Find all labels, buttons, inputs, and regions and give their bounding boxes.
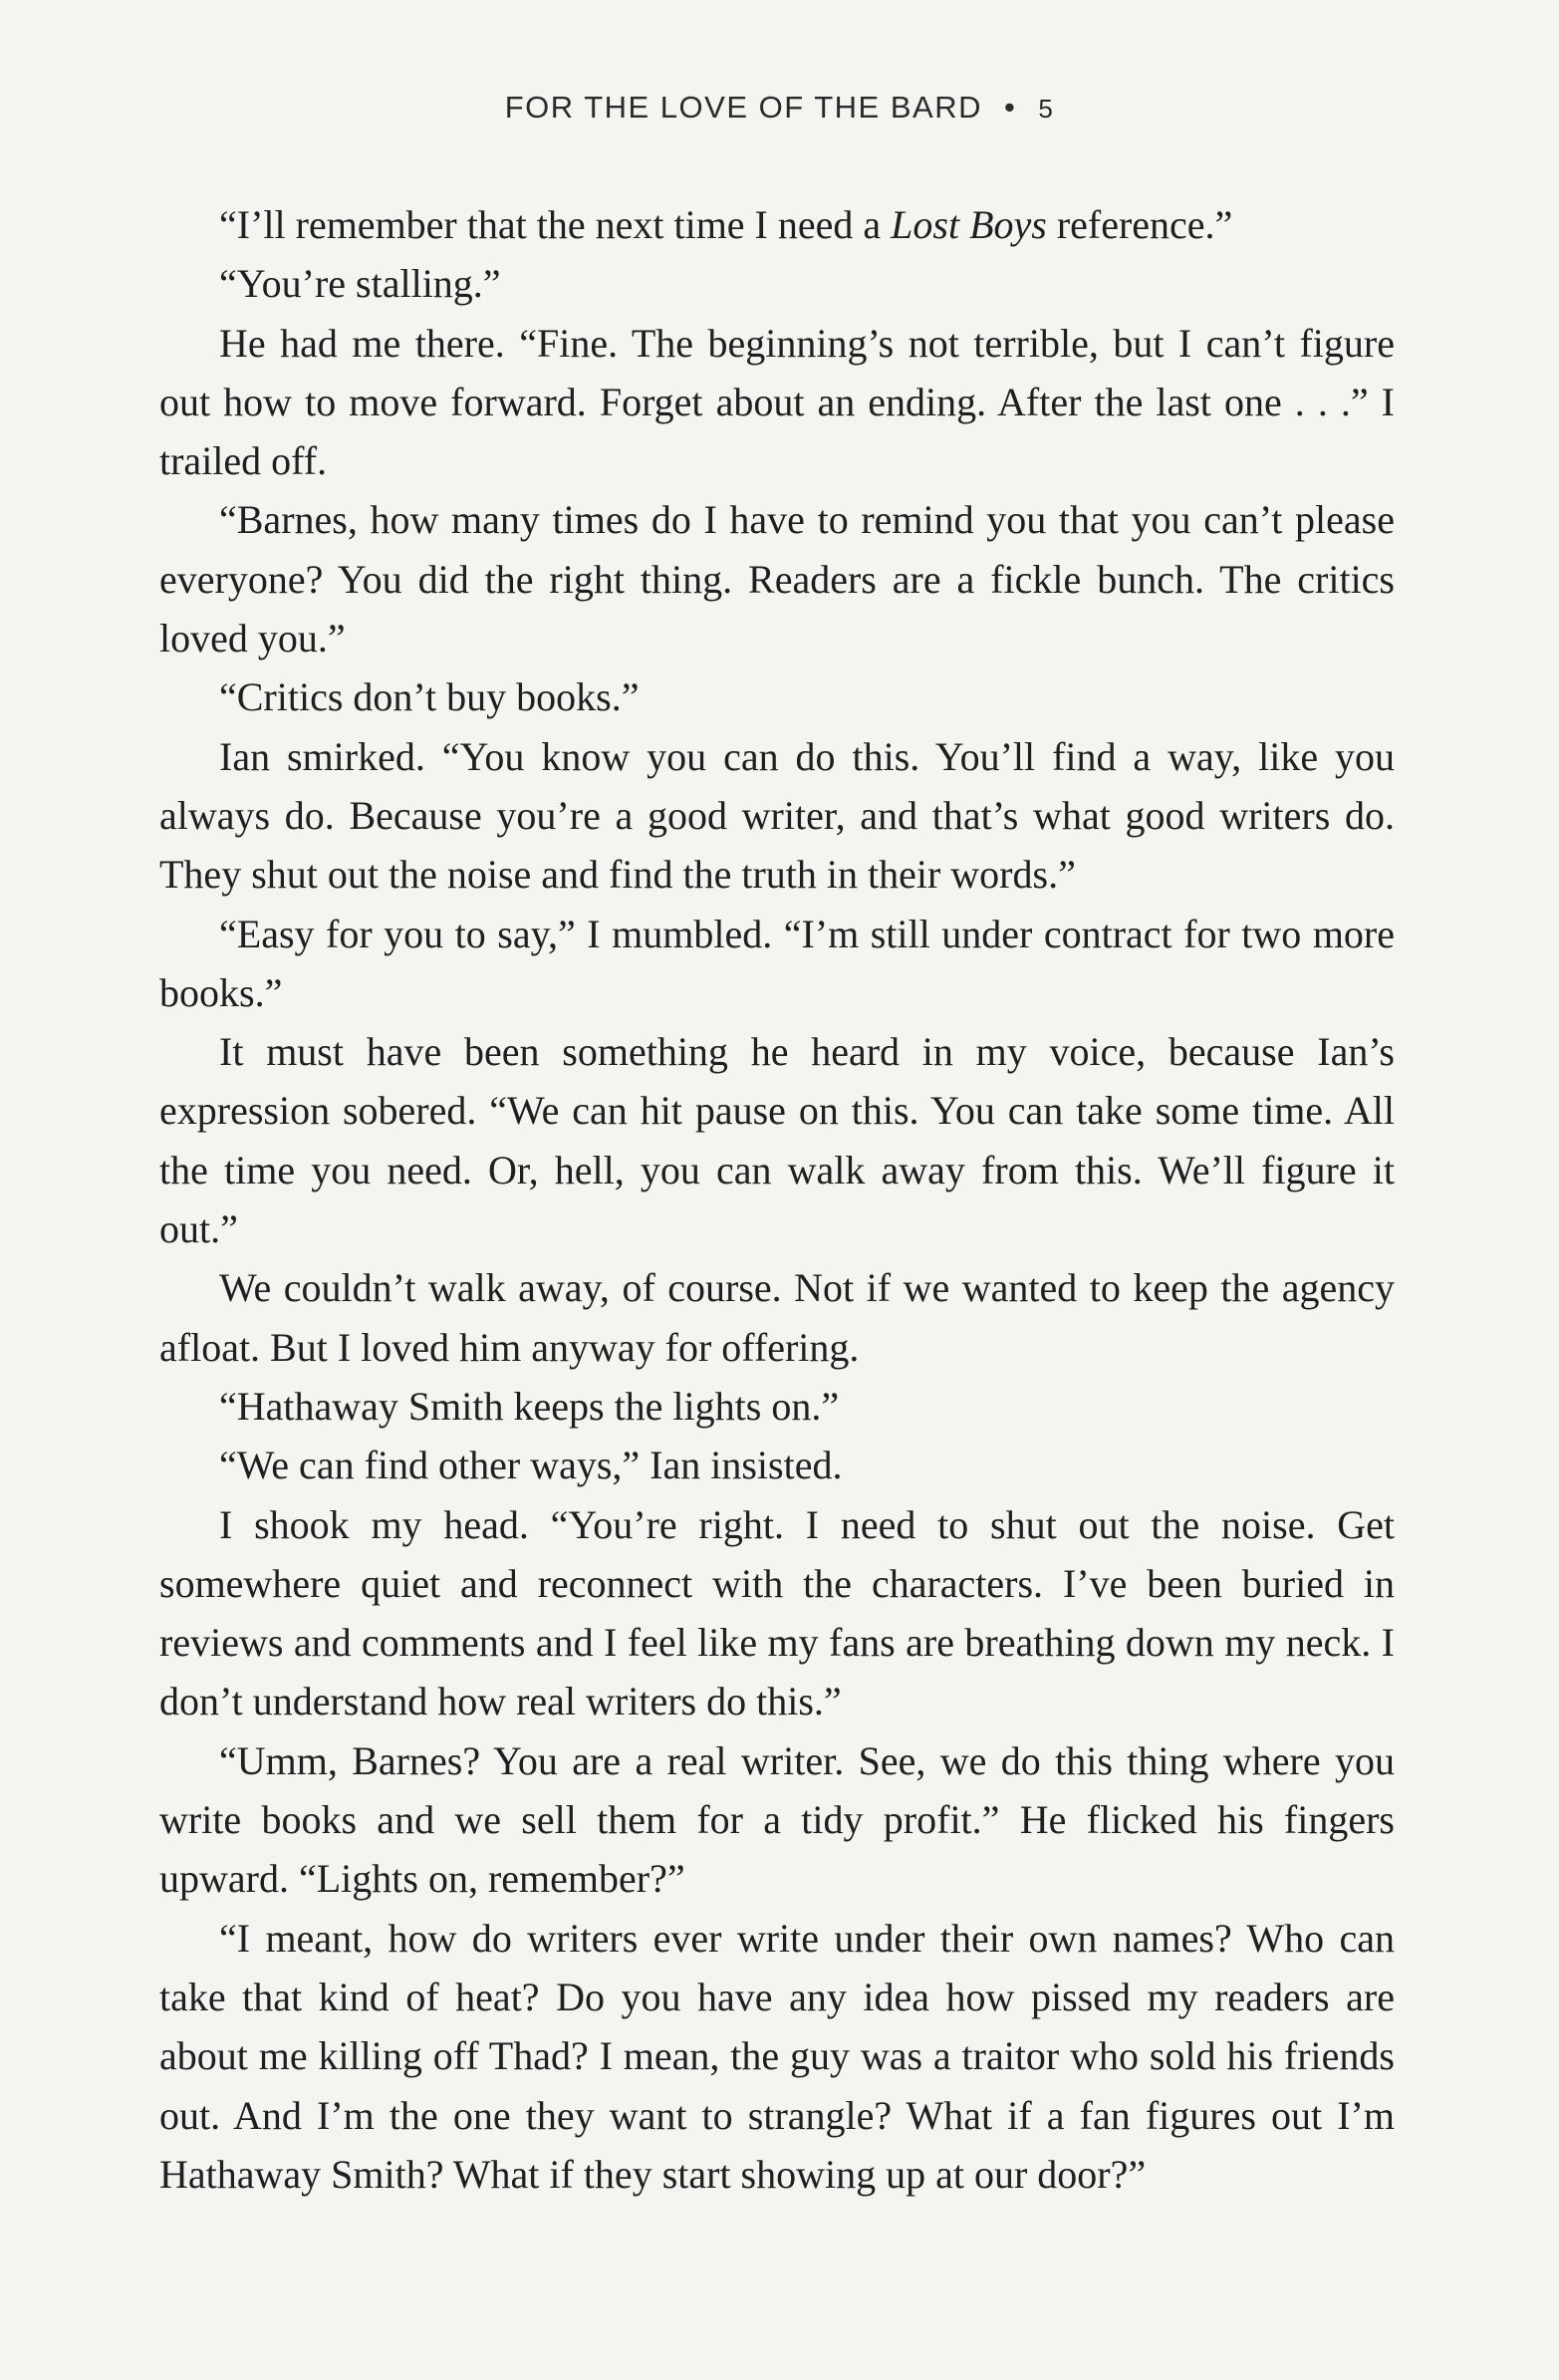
paragraph-4: “Barnes, how many times do I have to remind you that you can’t please everyone? You did the right thing. Readers are a fickle bunch. The critics loved you.” — [159, 497, 1395, 661]
running-head — [0, 90, 1559, 126]
page-number: 5 — [1038, 94, 1055, 124]
paragraph-10: “Hathaway Smith keeps the lights on.” — [219, 1383, 840, 1429]
paragraph-12: I shook my head. “You’re right. I need to shut out the noise. Get somewhere quiet and reconnect with the characters. I’ve been buried in reviews and comments and I feel like my fans are breathing down my neck. I don’t understand how real writers do this.” — [159, 1501, 1395, 1724]
paragraph-9: We couldn’t walk away, of course. Not if we wanted to keep the agency afloat. But I loved him anyway for offering. — [159, 1265, 1395, 1370]
body-text — [159, 195, 1395, 2204]
paragraph-6: Ian smirked. “You know you can do this. You’ll find a way, like you always do. Because you’re a good writer, and that’s what good writers do. They shut out the noise and find the truth in their words.” — [159, 733, 1395, 898]
paragraph-11: “We can find other ways,” Ian insisted. — [219, 1443, 843, 1488]
paragraph-8: It must have been something he heard in my voice, because Ian’s expression sobered. “We can hit pause on this. You can take some time. All the time you need. Or, hell, you can walk away from this. We’ll figure it out.” — [159, 1029, 1395, 1252]
paragraph-14: “I meant, how do writers ever write under their own names? Who can take that kind of heat? Do you have any idea how pissed my readers are about me killing off Thad? I mean, the guy was a traitor who sold his friends out. And I’m the one they want to strangle? What if a fan figures out I’m Hathaway Smith? What if they start showing up at our door?” — [159, 1915, 1395, 2197]
paragraph-3: He had me there. “Fine. The beginning’s not terrible, but I can’t figure out how to move forward. Forget about an ending. After the last one . . .” I trailed off. — [159, 320, 1395, 484]
paragraph-5: “Critics don’t buy books.” — [219, 674, 640, 720]
paragraph-7: “Easy for you to say,” I mumbled. “I’m still under contract for two more books.” — [159, 911, 1395, 1015]
book-title: FOR THE LOVE OF THE BARD — [504, 90, 982, 125]
paragraph-2: “You’re stalling.” — [219, 261, 501, 307]
paragraph-13: “Umm, Barnes? You are a real writer. See, we do this thing where you write books and we sell them for a tidy profit.” He flicked his fingers upward. “Lights on, remember?” — [159, 1737, 1395, 1902]
book-reference-title: Lost Boys — [891, 202, 1047, 247]
paragraph-1: “I’ll remember that the next time I need a Lost Boys reference.” — [219, 202, 1233, 247]
header-separator: • — [1003, 90, 1017, 125]
